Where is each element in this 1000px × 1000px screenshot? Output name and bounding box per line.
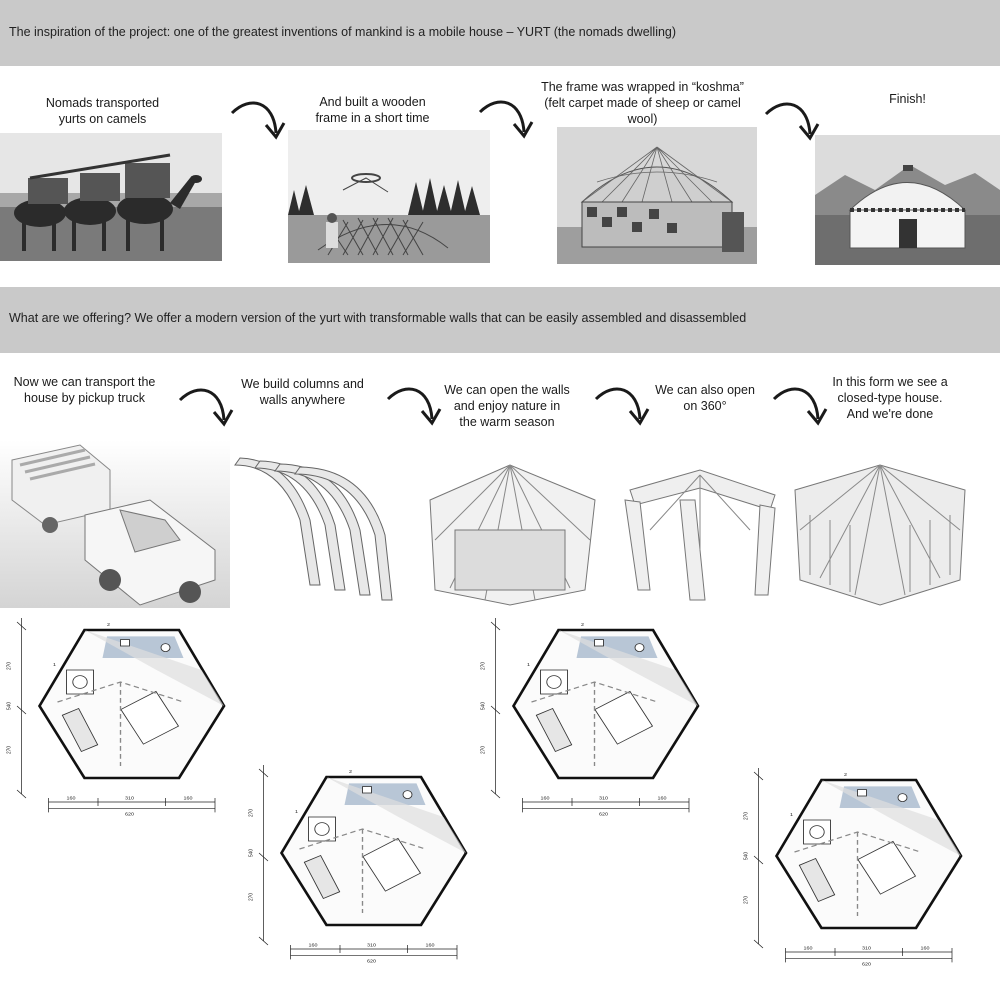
dim-label-620: 620 bbox=[125, 811, 134, 818]
section-mark-2: 2 bbox=[107, 622, 111, 628]
inspiration-banner bbox=[0, 0, 1000, 66]
finished-yurt-photo bbox=[815, 135, 1000, 265]
dim-label-540: 540 bbox=[248, 849, 255, 857]
dim-label-310: 310 bbox=[862, 945, 871, 952]
dim-label-160-left: 160 bbox=[308, 942, 318, 949]
dim-label-270-top: 270 bbox=[743, 812, 750, 820]
curved-arrow-icon bbox=[384, 383, 444, 428]
floor-plan-layout-4 bbox=[745, 768, 970, 968]
dim-label-620: 620 bbox=[367, 958, 376, 965]
dim-label-270-bottom: 270 bbox=[743, 896, 750, 904]
section-mark-1: 1 bbox=[527, 662, 531, 668]
dim-label-270-top: 270 bbox=[6, 662, 13, 670]
section-mark-1: 1 bbox=[790, 812, 794, 818]
open-walls-render bbox=[410, 440, 610, 608]
offering-banner bbox=[0, 287, 1000, 353]
closed-house-render bbox=[790, 440, 970, 608]
section-mark-2: 2 bbox=[844, 772, 848, 778]
section-mark-1: 1 bbox=[53, 662, 57, 668]
wrapped-frame-photo bbox=[557, 127, 757, 264]
dim-label-270-top: 270 bbox=[248, 809, 255, 817]
dim-label-160-right: 160 bbox=[425, 942, 435, 949]
curved-arrow-icon bbox=[176, 384, 236, 429]
floor-plan-layout-2 bbox=[250, 765, 475, 965]
dim-label-160-right: 160 bbox=[920, 945, 930, 952]
open-360-render bbox=[610, 440, 790, 608]
dim-label-310: 310 bbox=[367, 942, 376, 949]
section-mark-2: 2 bbox=[581, 622, 585, 628]
camels-photo bbox=[0, 133, 222, 261]
dim-label-160-right: 160 bbox=[657, 795, 667, 802]
dim-label-620: 620 bbox=[599, 811, 608, 818]
curved-arrow-icon bbox=[762, 98, 822, 143]
offering-banner-text: What are we offering? We offer a modern version of the yurt with transformable walls that can be easily assembled and disassembled bbox=[9, 311, 747, 325]
floor-plan-layout-3 bbox=[482, 618, 707, 818]
dim-label-540: 540 bbox=[743, 852, 750, 860]
step-caption-closed: In this form we see a closed-type house. And we're done bbox=[832, 375, 948, 421]
dim-label-160-left: 160 bbox=[540, 795, 550, 802]
section-mark-1: 1 bbox=[295, 809, 299, 815]
step-caption-open-360: We can also open on 360° bbox=[655, 383, 755, 413]
step-caption-camels: Nomads transported yurts on camels bbox=[45, 96, 160, 126]
dim-label-270-bottom: 270 bbox=[248, 893, 255, 901]
dim-label-310: 310 bbox=[125, 795, 134, 802]
dim-label-160-left: 160 bbox=[803, 945, 813, 952]
dim-label-270-bottom: 270 bbox=[480, 746, 487, 754]
section-mark-2: 2 bbox=[349, 769, 353, 775]
dim-label-160-right: 160 bbox=[183, 795, 193, 802]
dim-label-270-bottom: 270 bbox=[6, 746, 13, 754]
inspiration-banner-text: The inspiration of the project: one of the greatest inventions of mankind is a mobile house – YURT (the nomads dwelling) bbox=[9, 25, 677, 39]
step-caption-frame: And built a wooden frame in a short time bbox=[315, 95, 430, 125]
step-caption-columns: We build columns and walls anywhere bbox=[241, 377, 364, 407]
curved-arrow-icon bbox=[770, 383, 830, 428]
frame-building-photo bbox=[288, 130, 490, 263]
dim-label-160-left: 160 bbox=[66, 795, 76, 802]
step-caption-pickup: Now we can transport the house by pickup truck bbox=[13, 375, 156, 405]
step-caption-open-walls: We can open the walls and enjoy nature in the warm season bbox=[444, 383, 570, 429]
step-caption-finish: Finish! bbox=[889, 92, 926, 106]
dim-label-620: 620 bbox=[862, 961, 871, 968]
dim-label-540: 540 bbox=[6, 702, 13, 710]
floor-plan-open bbox=[8, 618, 233, 818]
dim-label-270-top: 270 bbox=[480, 662, 487, 670]
dim-label-540: 540 bbox=[480, 702, 487, 710]
step-caption-koshma: The frame was wrapped in “koshma” (felt carpet made of sheep or camel wool) bbox=[541, 80, 744, 126]
curved-arrow-icon bbox=[592, 383, 652, 428]
columns-render bbox=[230, 440, 410, 608]
curved-arrow-icon bbox=[228, 97, 288, 142]
pickup-truck-render bbox=[0, 440, 230, 608]
dim-label-310: 310 bbox=[599, 795, 608, 802]
